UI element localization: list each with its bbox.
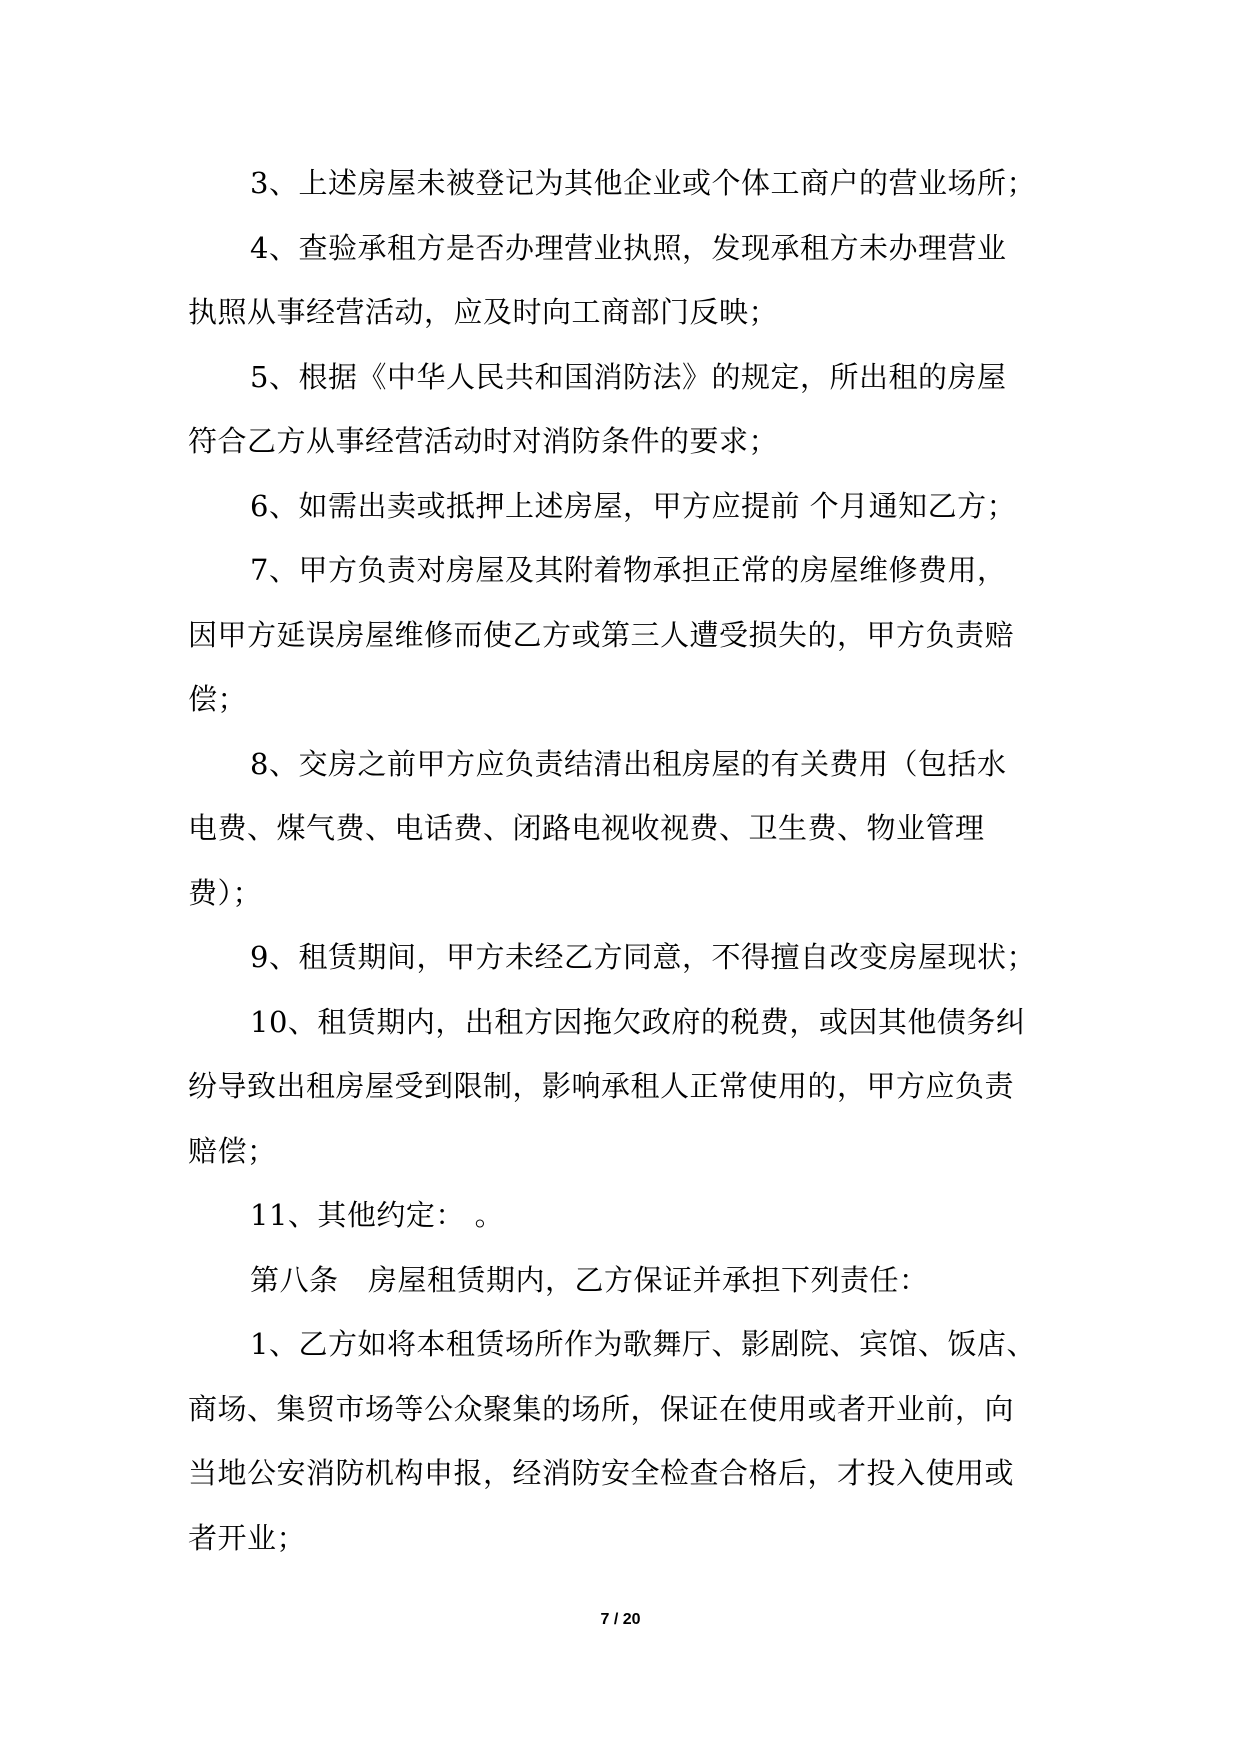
paragraph-line: 3、上述房屋未被登记为其他企业或个体工商户的营业场所； <box>250 166 1036 200</box>
paragraph-line: 10、租赁期内，出租方因拖欠政府的税费，或因其他债务纠 <box>250 1005 1026 1039</box>
paragraph-line: 纷导致出租房屋受到限制，影响承租人正常使用的，甲方应负责 <box>188 1069 1015 1103</box>
paragraph-line: 商场、集贸市场等公众聚集的场所，保证在使用或者开业前，向 <box>188 1392 1015 1426</box>
paragraph-line: 7、甲方负责对房屋及其附着物承担正常的房屋维修费用， <box>250 553 1007 587</box>
paragraph-line: 者开业； <box>188 1521 307 1555</box>
paragraph-line: 费）； <box>188 876 263 910</box>
paragraph-line: 电费、煤气费、电话费、闭路电视收视费、卫生费、物业管理 <box>188 811 985 845</box>
paragraph-line: 6、如需出卖或抵押上述房屋，甲方应提前 个月通知乙方； <box>250 489 1017 523</box>
paragraph-line: 11、其他约定： 。 <box>250 1198 505 1232</box>
paragraph-line: 当地公安消防机构申报，经消防安全检查合格后，才投入使用或 <box>188 1456 1015 1490</box>
section-heading-line: 第八条 房屋租赁期内，乙方保证并承担下列责任： <box>250 1263 929 1297</box>
paragraph-line: 因甲方延误房屋维修而使乙方或第三人遭受损失的，甲方负责赔 <box>188 618 1015 652</box>
paragraph-line: 8、交房之前甲方应负责结清出租房屋的有关费用（包括水 <box>250 747 1007 781</box>
page-number: 7 / 20 <box>600 1611 641 1628</box>
paragraph-line: 4、查验承租方是否办理营业执照，发现承租方未办理营业 <box>250 231 1007 265</box>
paragraph-line: 偿； <box>188 682 248 716</box>
paragraph-line: 执照从事经营活动，应及时向工商部门反映； <box>188 295 779 329</box>
paragraph-line: 5、根据《中华人民共和国消防法》的规定，所出租的房屋 <box>250 360 1007 394</box>
paragraph-line: 9、租赁期间，甲方未经乙方同意，不得擅自改变房屋现状； <box>250 940 1036 974</box>
paragraph-line: 赔偿； <box>188 1134 277 1168</box>
paragraph-line: 1、乙方如将本租赁场所作为歌舞厅、影剧院、宾馆、饭店、 <box>250 1327 1036 1361</box>
paragraph-line: 符合乙方从事经营活动时对消防条件的要求； <box>188 424 779 458</box>
